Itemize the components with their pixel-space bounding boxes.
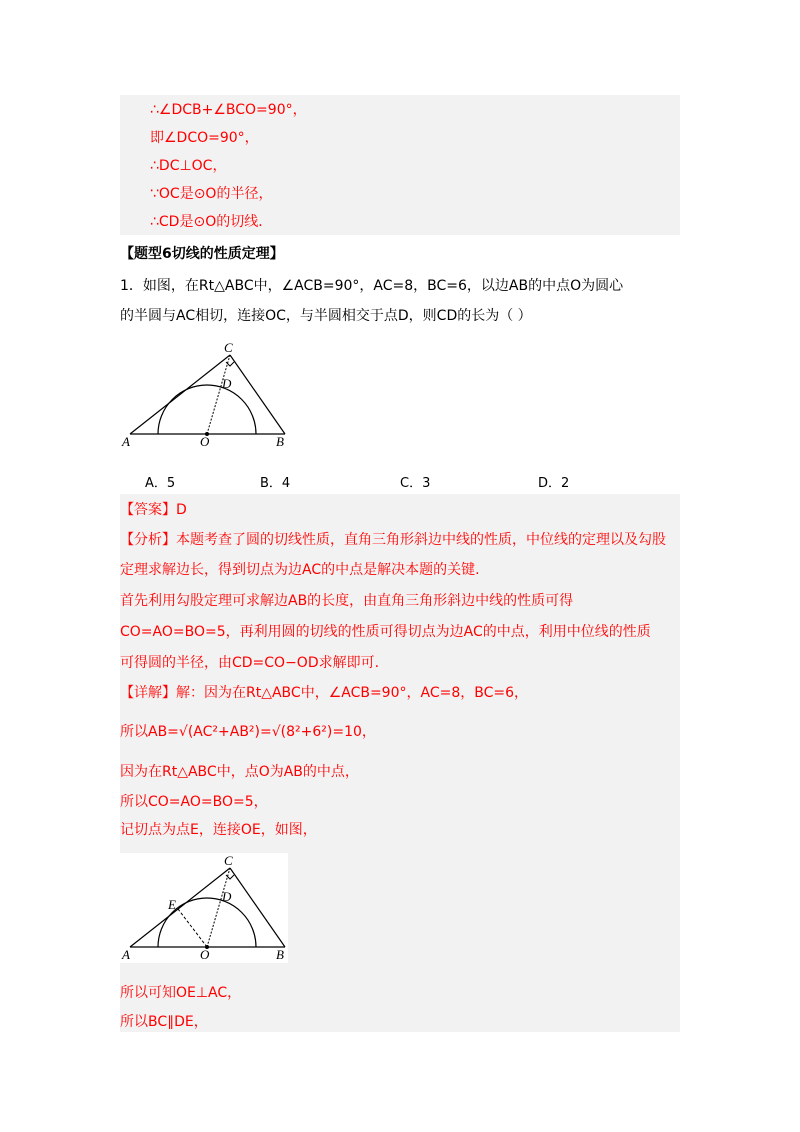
fig1-label-d: D: [222, 376, 232, 391]
fig2-side-bc: [230, 868, 285, 947]
figure-2: [120, 853, 300, 963]
fig2-label-a: A: [122, 947, 130, 962]
step-line-5: ∴CD是⊙O的切线．: [150, 214, 273, 230]
fig2-label-b: B: [276, 947, 284, 962]
fig1-label-b: B: [276, 434, 284, 449]
tangent-line: 记切点为点E，连接OE，如图，: [120, 822, 317, 838]
fig2-side-ac: [130, 868, 230, 947]
option-d[interactable]: D．2: [538, 476, 570, 491]
question-line-1: 1．如图，在Rt△ABC中，∠ACB=90°，AC=8，BC=6，以边AB的中点O为圆心: [120, 278, 624, 294]
analysis-line-4: CO=AO=BO=5，再利用圆的切线的性质可得切点为边AC的中点，利用中位线的性质: [120, 624, 651, 640]
fig1-segment-oc: [207, 355, 230, 434]
figure-1: [120, 340, 300, 450]
option-c[interactable]: C．3: [400, 476, 431, 491]
fig1-label-a: A: [122, 434, 130, 449]
option-a[interactable]: A．5: [145, 476, 176, 491]
fig1-side-ac: [130, 355, 230, 434]
fig2-label-e: E: [168, 897, 176, 912]
analysis-line-3: 首先利用勾股定理可求解边AB的长度，由直角三角形斜边中线的性质可得: [120, 593, 574, 609]
detail-line: 【详解】解：因为在Rt△ABC中，∠ACB=90°，AC=8，BC=6，: [120, 685, 529, 701]
section-title: 【题型6切线的性质定理】: [120, 246, 284, 262]
fig2-segment-oe: [178, 909, 207, 947]
fig2-label-o: O: [200, 947, 210, 962]
de-parallel-line: 所以BC∥DE，: [120, 1014, 208, 1030]
fig2-label-c: C: [224, 853, 233, 868]
ab-line: 所以AB=√(AC²+AB²)=√(8²+6²)=10，: [120, 724, 376, 740]
fig2-segment-oc: [207, 868, 230, 947]
fig2-label-d: D: [222, 889, 232, 904]
fig1-label-c: C: [224, 340, 233, 355]
step-line-1: ∴∠DCB+∠BCO=90°，: [150, 102, 307, 118]
step-line-4: ∵OC是⊙O的半径，: [150, 186, 273, 202]
midpoint-line: 因为在Rt△ABC中，点O为AB的中点，: [120, 764, 359, 780]
analysis-line-2: 定理求解边长，得到切点为边AC的中点是解决本题的关键.: [120, 562, 480, 578]
fig1-side-bc: [230, 355, 285, 434]
oe-perpendicular-line: 所以可知OE⊥AC，: [120, 985, 242, 1001]
question-line-2: 的半圆与AC相切，连接OC，与半圆相交于点D，则CD的长为（ ）: [120, 308, 532, 324]
answer-line: 【答案】D: [120, 502, 187, 518]
option-b[interactable]: B．4: [260, 476, 291, 491]
fig1-semicircle: [158, 385, 256, 434]
analysis-line-1: 【分析】本题考查了圆的切线性质，直角三角形斜边中线的性质，中位线的定理以及勾股: [120, 532, 666, 548]
fig1-label-o: O: [200, 434, 210, 449]
step-line-2: 即∠DCO=90°，: [150, 130, 259, 146]
step-line-3: ∴DC⊥OC，: [150, 158, 227, 174]
co-line: 所以CO=AO=BO=5，: [120, 794, 268, 810]
analysis-line-5: 可得圆的半径，由CD=CO−OD求解即可.: [120, 655, 380, 671]
